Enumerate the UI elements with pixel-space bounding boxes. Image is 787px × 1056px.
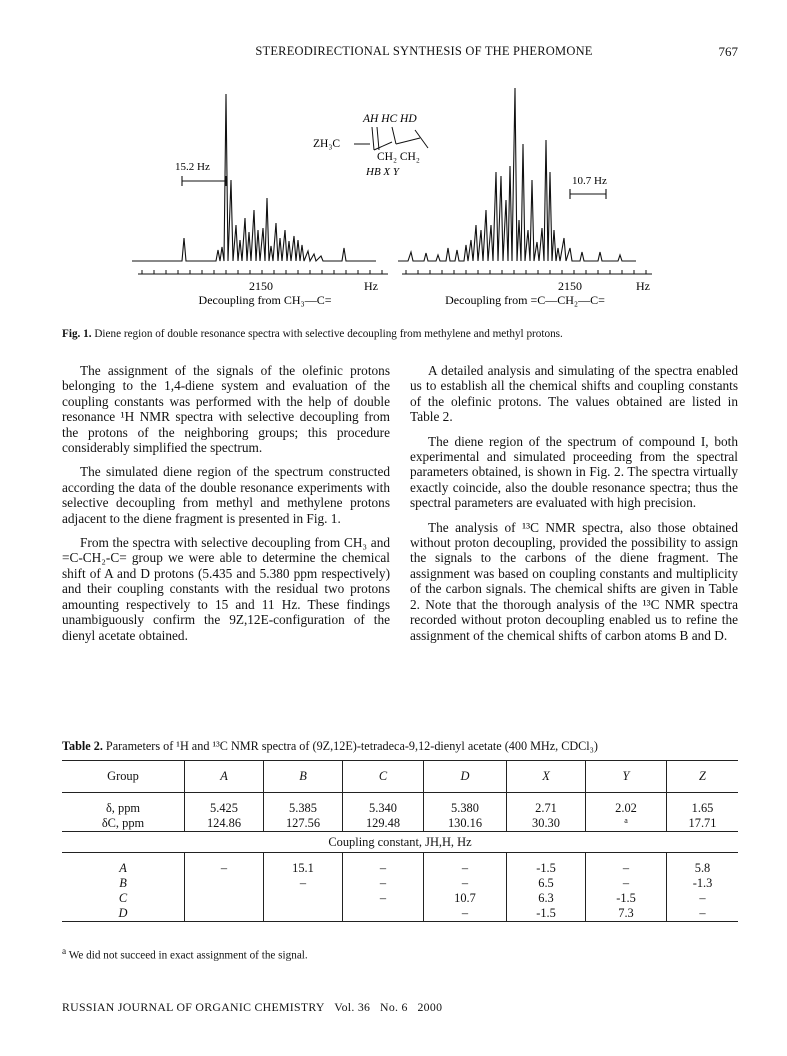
table-cell: – (343, 861, 424, 876)
journal-footer (62, 1000, 442, 1015)
table-cell: 2.71 (507, 801, 586, 816)
diene-structure-formula (313, 113, 428, 178)
table-cell: – (264, 876, 343, 891)
table-cell: – (343, 891, 424, 906)
table-cell: -1.5 (507, 861, 586, 876)
paragraph: The analysis of ¹³C NMR spectra, also those obtained without proton decoupling, provided the possibility to assign the signals to the carbons of the diene fragment. The assignment was based on coupling constants and multiplicity of the carbon signals. The chemical shifts are given in Table 2. Note that the thorough analysis of the ¹³C NMR spectra recorded without proton decoupling enabled us to refine the assignment of the chemical shifts of carbon atoms B and D. (410, 519, 738, 643)
left-unit-label: Hz (364, 279, 378, 293)
table-cell (264, 906, 343, 922)
table-cell: 6.5 (507, 876, 586, 891)
right-tick-label: 2150 (558, 279, 582, 293)
table-cell: 7.3 (586, 906, 667, 922)
column-header: A (185, 761, 264, 793)
table-cell: – (586, 861, 667, 876)
journal-number: No. 6 (380, 1000, 408, 1014)
table-cell (343, 906, 424, 922)
table-cell: -1.3 (667, 876, 739, 891)
table-row (62, 906, 738, 922)
table-cell: -1.5 (586, 891, 667, 906)
column-header: D (424, 761, 507, 793)
table-cell: – (343, 876, 424, 891)
table-cell: – (185, 861, 264, 876)
right-coupling-label: 10.7 Hz (572, 175, 607, 187)
table-cell: a (586, 816, 667, 832)
table-cell: 5.340 (343, 801, 424, 816)
right-unit-label: Hz (636, 279, 650, 293)
column-header: C (343, 761, 424, 793)
table-cell: – (667, 891, 739, 906)
column-header: Y (586, 761, 667, 793)
table-cell: – (424, 861, 507, 876)
journal-name: RUSSIAN JOURNAL OF ORGANIC CHEMISTRY (62, 1000, 325, 1014)
structure-bottom-labels: HB X Y (366, 166, 399, 178)
paragraph: The simulated diene region of the spectrum constructed according the data of the double resonance experiments with selective decoupling from methyl and methylene protons adjacent to the diene fragment is presented in Fig. 1. (62, 464, 390, 526)
structure-left-group: ZH₃C (313, 138, 341, 150)
table-cell (185, 891, 264, 906)
figure-caption-label: Fig. 1. (62, 328, 92, 340)
table-cell: C (118, 891, 128, 905)
table-cell: 10.7 (424, 891, 507, 906)
structure-middle-groups: CH₂ CH₂ (377, 151, 420, 163)
paragraph: The diene region of the spectrum of compound I, both experimental and simulated proceeding from the spectral parameters obtained, is shown in Fig. 2. The spectra virtually exactly coincide, also the double resonance spectra; thus the spectral parameters are evaluated with high precision. (410, 433, 738, 511)
table-title-label: Table 2. (62, 739, 103, 753)
column-header: B (264, 761, 343, 793)
table-row (62, 801, 738, 816)
left-tick-label: 2150 (249, 279, 273, 293)
left-spectrum-trace (132, 94, 376, 261)
structure-top-labels: AH HC HD (363, 113, 417, 125)
table-row (62, 816, 738, 832)
table-cell: – (424, 876, 507, 891)
figure-caption (62, 328, 738, 340)
page-number: 767 (718, 44, 738, 59)
journal-year: 2000 (417, 1000, 443, 1014)
table-cell: 1.65 (667, 801, 739, 816)
table-row (62, 861, 738, 876)
table-cell: A (119, 861, 127, 875)
table-cell: 6.3 (507, 891, 586, 906)
column-header: X (507, 761, 586, 793)
paragraph: From the spectra with selective decoupling from CH₃ and =C-CH₂-C= group we were able to determine the chemical shift of A and D protons (5.435 and 5.380 ppm respectively) and their coupling constants with the residual two protons amounting respectively to 15 and 11 Hz. These findings unambiguously confirm the 9Z,12E-configuration of the dienyl acetate obtained. (62, 535, 390, 643)
column-header: Group (62, 761, 185, 793)
table-row (62, 891, 738, 906)
running-header (62, 44, 738, 64)
running-title: STEREODIRECTIONAL SYNTHESIS OF THE PHEROMONE (255, 44, 593, 58)
table-cell: D (62, 906, 185, 922)
coupling-constant-header: Coupling constant, JH,H, Hz (62, 832, 738, 853)
table-title-text: Parameters of ¹H and ¹³C NMR spectra of (9Z,12E)-tetradeca-9,12-dienyl acetate (400 MHz, CDCl₃) (105, 739, 598, 753)
nmr-spectra-figure (130, 80, 670, 312)
table-row (62, 876, 738, 891)
table-cell (185, 876, 264, 891)
left-coupling-label: 15.2 Hz (175, 161, 210, 173)
table-cell: 2.02 (586, 801, 667, 816)
paragraph: A detailed analysis and simulating of the spectra enabled us to establish all the chemical shifts and coupling constants of the olefinic protons. The values obtained are listed in Table 2. (410, 363, 738, 425)
table-cell: 5.380 (424, 801, 507, 816)
table-cell: 15.1 (264, 861, 343, 876)
right-text-column (410, 363, 738, 652)
table-cell (264, 891, 343, 906)
right-axis-caption: Decoupling from =C—CH₂—C= (445, 293, 605, 307)
table-title (62, 739, 738, 754)
table-cell: δC, ppm (101, 816, 145, 830)
table-footnote (62, 947, 308, 962)
table-cell: 127.56 (264, 816, 343, 832)
paragraph: The assignment of the signals of the olefinic protons belonging to the 1,4-diene system and evaluation of the coupling constants was performed with the help of double resonance ¹H NMR spectra with selective decoupling from the protons of the neighboring groups; this procedure considerably simplified the spectrum. (62, 363, 390, 456)
footnote-mark: a (62, 947, 67, 957)
table-cell: 129.48 (343, 816, 424, 832)
footnote-text: We did not succeed in exact assignment of the signal. (68, 949, 308, 962)
table-header-row (62, 761, 738, 793)
coupling-header-row (62, 832, 738, 853)
journal-volume: Vol. 36 (334, 1000, 371, 1014)
table-cell: 30.30 (507, 816, 586, 832)
table-cell: – (424, 906, 507, 922)
table-cell: – (667, 906, 739, 922)
table-cell: – (586, 876, 667, 891)
table-cell: 130.16 (424, 816, 507, 832)
table-cell: 5.385 (264, 801, 343, 816)
figure-caption-text: Diene region of double resonance spectra with selective decoupling from methylene and methyl protons. (94, 328, 563, 340)
table-cell: 17.71 (667, 816, 739, 832)
table-cell: 5.425 (185, 801, 264, 816)
nmr-parameters-table (62, 760, 738, 922)
left-axis-caption: Decoupling from CH₃—C= (198, 293, 332, 307)
left-text-column (62, 363, 390, 652)
table-cell (185, 906, 264, 922)
table-cell: -1.5 (507, 906, 586, 922)
table-cell: B (119, 876, 127, 890)
column-header: Z (667, 761, 739, 793)
table-cell: 5.8 (667, 861, 739, 876)
table-cell: δ, ppm (105, 801, 141, 815)
table-cell: 124.86 (185, 816, 264, 832)
